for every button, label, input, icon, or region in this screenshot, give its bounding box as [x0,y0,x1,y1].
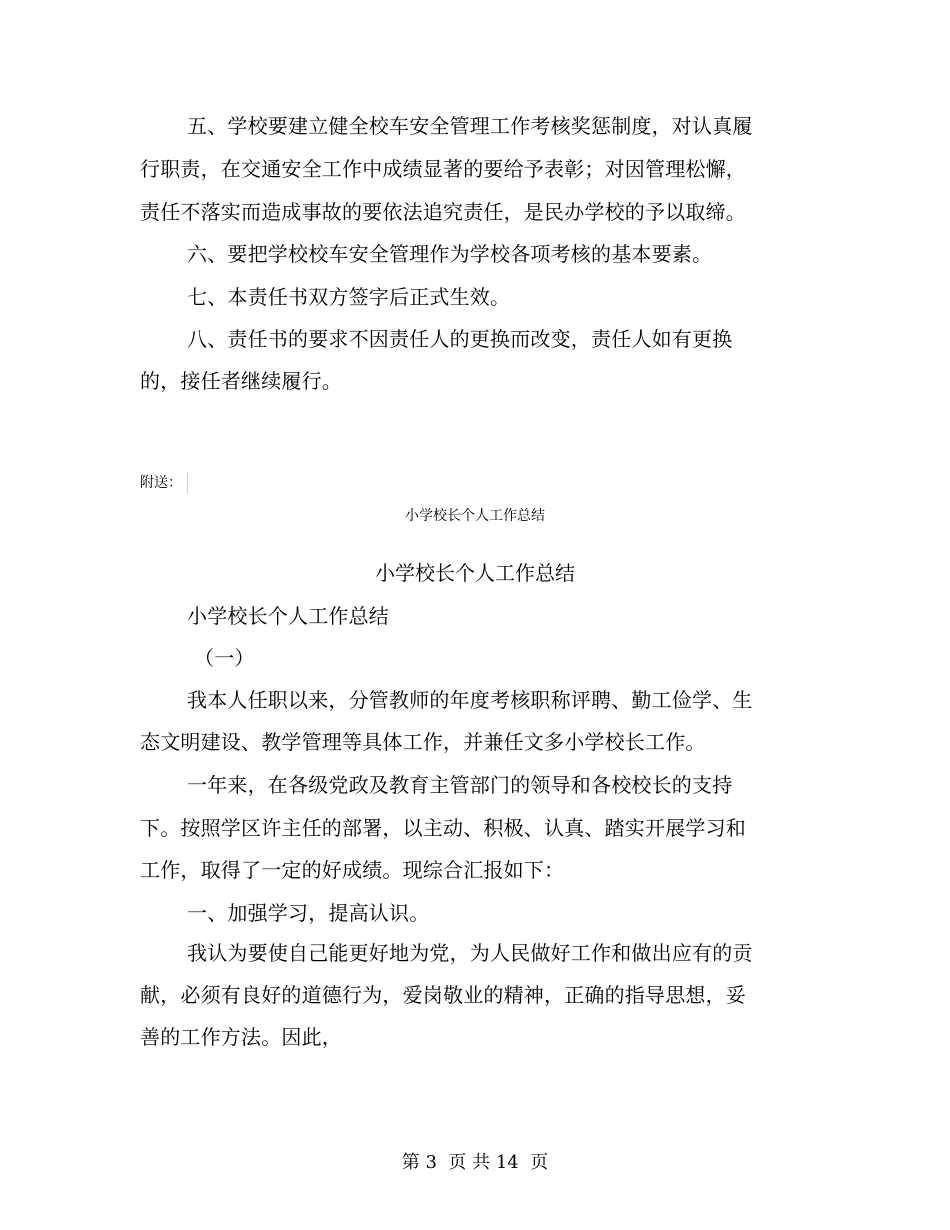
paragraph-line: 善的工作方法。因此， [140,1025,342,1049]
page-title: 小学校长个人工作总结 [375,561,575,585]
paragraph-line: 的，接任者继续履行。 [140,369,342,393]
divider [187,473,188,493]
paragraph-line: 我本人任职以来，分管教师的年度考核职称评聘、勤工俭学、生 [187,688,753,712]
paragraph-line: 六、要把学校校车安全管理作为学校各项考核的基本要素。 [187,242,713,266]
attachment-title-small: 小学校长个人工作总结 [405,508,545,524]
attachment-label: 附送： [140,475,182,491]
paragraph-line: 八、责任书的要求不因责任人的更换而改变，责任人如有更换 [187,327,733,351]
paragraph-line: 我认为要使自己能更好地为党，为人民做好工作和做出应有的贡 [187,941,753,965]
paragraph-line: 工作，取得了一定的好成绩。现综合汇报如下： [140,858,565,882]
paragraph-line: 下。按照学区许主任的部署，以主动、积极、认真、踏实开展学习和 [140,816,746,840]
paragraph-line: 责任不落实而造成事故的要依法追究责任，是民办学校的予以取缔。 [140,200,746,224]
page-footer: 第 3 页 共 14 页 [401,1152,549,1173]
paragraph-line: 行职责，在交通安全工作中成绩显著的要给予表彰；对因管理松懈， [140,157,746,181]
paragraph-line: 献，必须有良好的道德行为，爱岗敬业的精神，正确的指导思想，妥 [140,983,746,1007]
paragraph-line: 一年来，在各级党政及教育主管部门的领导和各校校长的支持 [187,773,733,797]
section-heading: 一、加强学习，提高认识。 [187,901,430,925]
paragraph-line: 七、本责任书双方签字后正式生效。 [187,285,511,309]
section-number: （一） [194,646,255,670]
section-subtitle: 小学校长个人工作总结 [187,604,389,628]
paragraph-line: 五、学校要建立健全校车安全管理工作考核奖惩制度，对认真履 [187,114,753,138]
paragraph-line: 态文明建设、教学管理等具体工作，并兼任文多小学校长工作。 [140,730,706,754]
